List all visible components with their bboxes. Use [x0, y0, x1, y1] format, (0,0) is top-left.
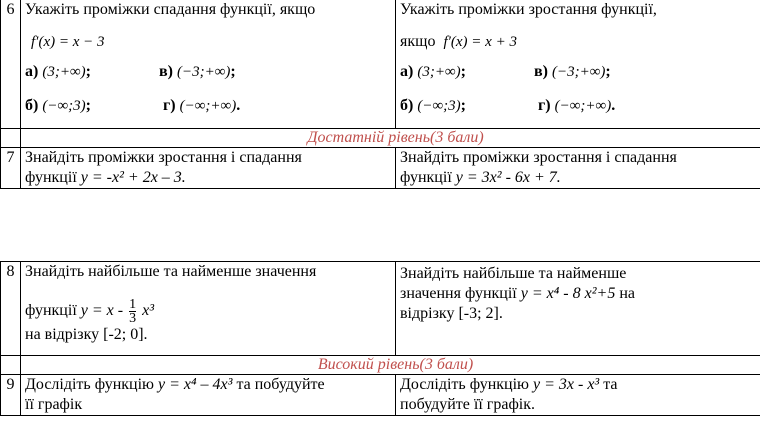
option-label: б): [25, 97, 39, 114]
option-sep: ;: [605, 63, 611, 80]
task-text: на відрізку [-2; 0].: [25, 326, 148, 343]
option-sep: .: [236, 97, 241, 114]
table-row: [1, 356, 760, 375]
option-label: г): [163, 97, 176, 114]
derivative-formula: f′(x) = x − 3: [31, 34, 105, 50]
function-formula: y = -x² + 2x – 3.: [80, 169, 186, 186]
level-spacer: [1, 356, 21, 375]
function-formula: y = x⁴ - 8 x²+5: [520, 285, 616, 302]
task-number: 6: [1, 0, 21, 129]
level-heading: Високий рівень(3 бали): [21, 356, 760, 375]
task-number: 9: [1, 375, 21, 416]
task-number: 7: [1, 148, 21, 189]
task-text: її графік: [25, 396, 83, 413]
task-word: Дослідіть функцію: [400, 376, 533, 393]
task-word: та: [599, 376, 618, 393]
task-cell-right: [396, 262, 760, 356]
tasks-table-top: [0, 0, 760, 189]
task-text-cont: [25, 168, 391, 188]
task-cell-right: [396, 148, 760, 189]
task-word: значення функції: [400, 285, 521, 302]
task-text-cont: [400, 32, 760, 52]
option-label: в): [534, 63, 548, 80]
option-value: (3;+∞): [417, 64, 461, 80]
level-spacer: [1, 129, 21, 148]
option-sep: ;: [85, 63, 91, 80]
task-text: Знайдіть проміжки зростання і спадання: [25, 149, 302, 166]
task-text: Знайдіть найбільше та найменше значення: [25, 263, 317, 280]
task-text-cont: [400, 284, 760, 304]
option-value: (−3;+∞): [551, 64, 606, 80]
option-label: б): [400, 97, 414, 114]
task-cell-right: [396, 0, 760, 129]
task-word: на: [615, 285, 635, 302]
task-text: побудуйте її графік.: [400, 396, 536, 413]
task-cell-left: [21, 375, 396, 416]
option-label: а): [400, 63, 414, 80]
table-row: [1, 129, 760, 148]
function-formula: x³: [142, 302, 154, 320]
task-text: Укажіть проміжки зростання функції,: [400, 1, 657, 18]
option-sep: ;: [85, 97, 91, 114]
function-formula: y = 3x² - 6x + 7.: [455, 169, 561, 186]
task-word: якщо: [400, 33, 436, 50]
fraction-denominator: 3: [129, 311, 137, 326]
task-text: [400, 375, 760, 395]
option-value: (−∞;3): [42, 98, 86, 114]
fraction: [129, 298, 136, 325]
option-sep: ;: [460, 63, 466, 80]
task-cell-right: [396, 375, 760, 416]
task-text: відрізку [-3; 2].: [400, 305, 503, 322]
task-word: функції: [25, 302, 81, 320]
function-formula: y = 3x - x³: [532, 376, 600, 393]
option-sep: ;: [230, 63, 236, 80]
task-word: функції: [25, 169, 81, 186]
task-number: 8: [1, 262, 21, 356]
derivative-formula: f′(x) = x + 3: [443, 34, 517, 50]
table-row: [1, 262, 760, 356]
fraction-numerator: 1: [129, 297, 137, 312]
task-cell-left: [21, 148, 396, 189]
option-value: (−∞;+∞): [179, 98, 237, 114]
option-sep: .: [611, 97, 616, 114]
task-text-cont: [25, 298, 391, 325]
answer-options: [400, 62, 760, 116]
table-row: [1, 0, 760, 129]
option-value: (−∞;+∞): [554, 98, 612, 114]
task-word: функції: [400, 169, 456, 186]
task-cell-left: [21, 262, 396, 356]
task-text-cont: [400, 168, 760, 188]
option-label: г): [538, 97, 551, 114]
option-value: (−∞;3): [417, 98, 461, 114]
tasks-table-bottom: [0, 261, 760, 416]
table-row: [1, 148, 760, 189]
function-formula: y = x -: [80, 302, 124, 320]
task-word: Дослідіть функцію: [25, 376, 158, 393]
level-heading: Достатній рівень(3 бали): [21, 129, 760, 148]
task-text: Знайдіть найбільше та найменше: [400, 265, 627, 282]
option-label: в): [159, 63, 173, 80]
answer-options: [25, 62, 391, 116]
option-label: а): [25, 63, 39, 80]
task-word: та побудуйте: [232, 376, 325, 393]
option-value: (−3;+∞): [176, 64, 231, 80]
task-text: [25, 375, 391, 395]
table-row: [1, 375, 760, 416]
task-cell-left: [21, 0, 396, 129]
option-value: (3;+∞): [42, 64, 86, 80]
function-formula: y = x⁴ – 4x³: [157, 376, 233, 393]
option-sep: ;: [460, 97, 466, 114]
task-text: Знайдіть проміжки зростання і спадання: [400, 149, 677, 166]
task-text: Укажіть проміжки спадання функції, якщо: [25, 1, 316, 18]
